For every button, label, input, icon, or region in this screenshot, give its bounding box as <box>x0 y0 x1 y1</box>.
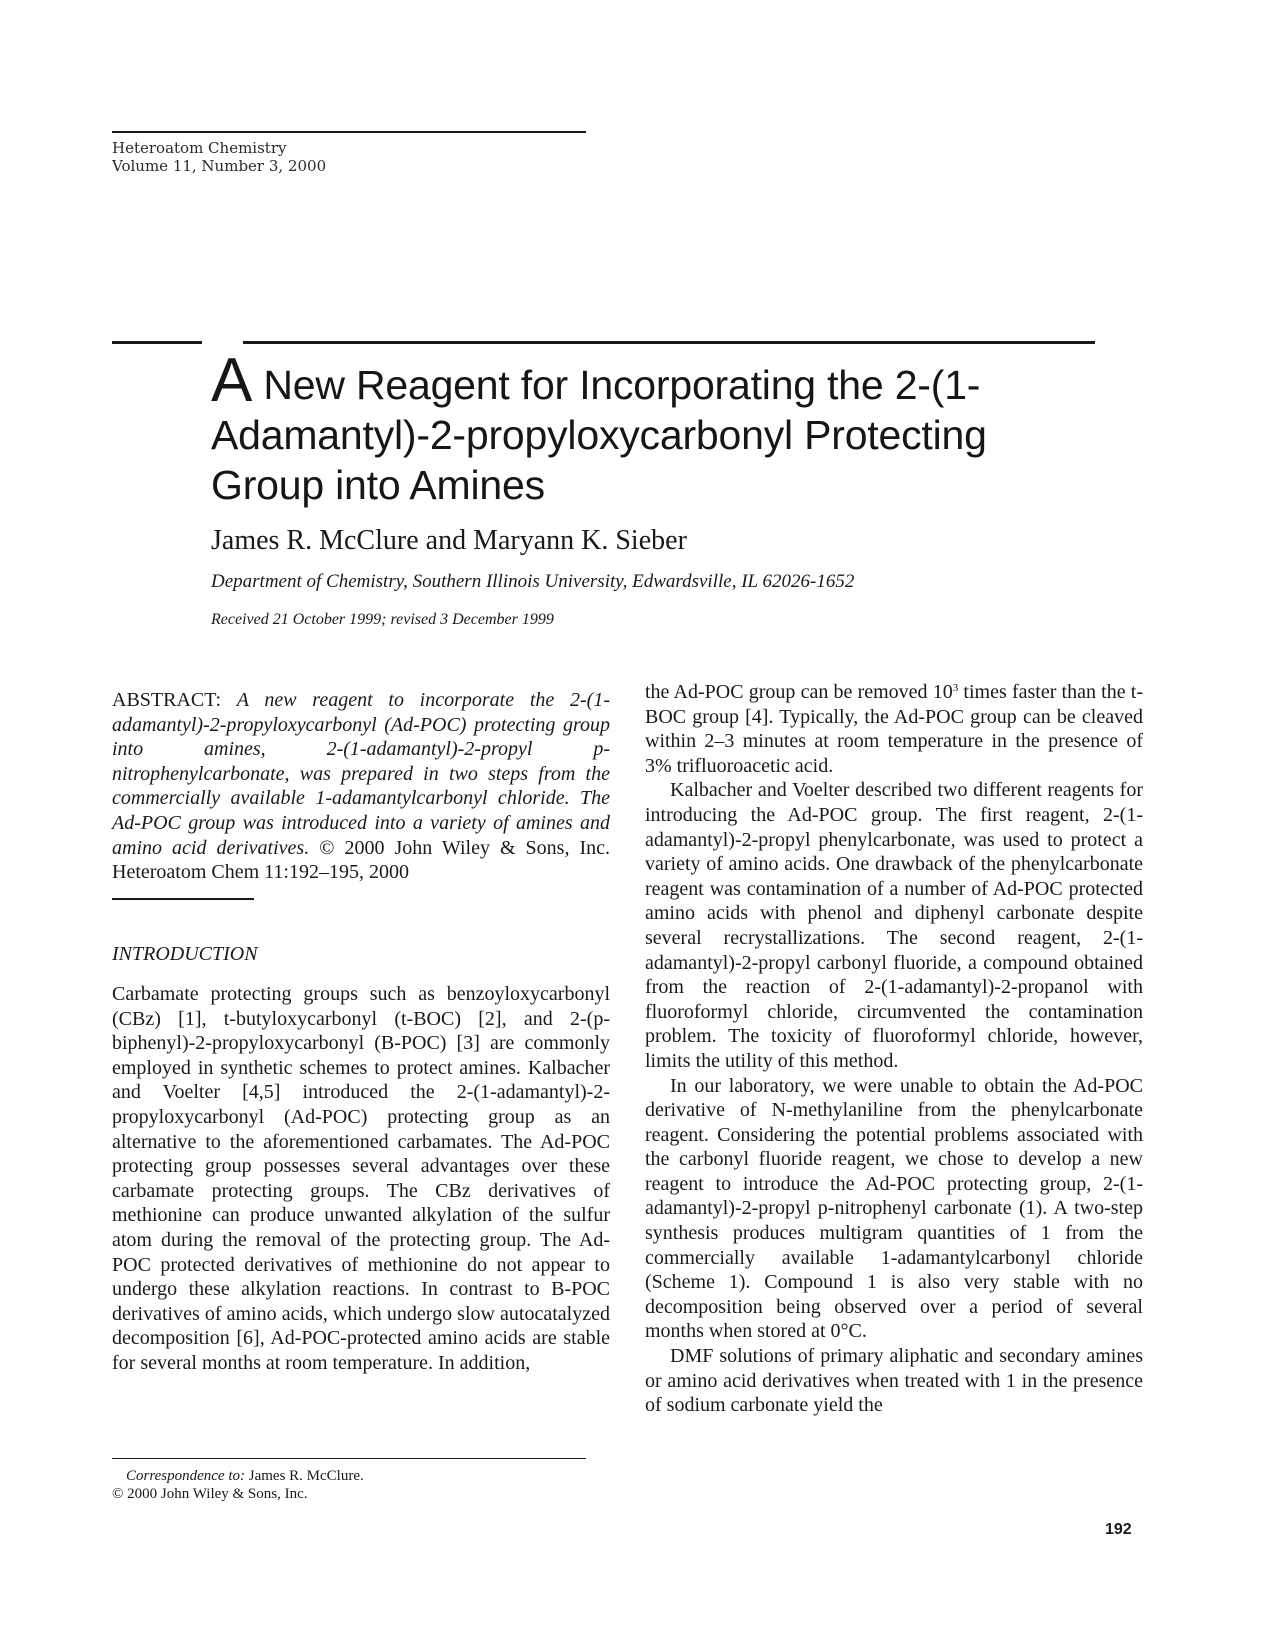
right-column <box>645 680 1143 1418</box>
title-initial: A <box>211 346 253 415</box>
title-text: New Reagent for Incorporating the 2-(1-Adamantyl)-2-propyloxycarbonyl Protecting Group into Amines <box>211 362 987 508</box>
abstract-rule <box>112 898 254 900</box>
p1-part-a: the Ad-POC group can be removed 10 <box>645 681 953 703</box>
title-rule-left <box>112 341 202 344</box>
abstract-label: ABSTRACT: <box>112 689 237 711</box>
article-title <box>211 346 1091 510</box>
p1-part-b: times faster than the t-BOC group [4]. Typically, the Ad-POC group can be cleaved within 2–3 minutes at room temperature in the presence of 3% trifluoroacetic acid. <box>645 681 1143 777</box>
abstract-copyright: © 2000 John Wiley & Sons, Inc. Heteroatom Chem 11:192–195, 2000 <box>112 836 610 884</box>
right-paragraph-2: Kalbacher and Voelter described two different reagents for introducing the Ad-POC group. The first reagent, 2-(1-adamantyl)-2-propyl phenylcarbonate, was used to protect a variety of amino acids. One drawback of the phenylcarbonate reagent was contamination of a number of Ad-POC protected amino acids with phenol and diphenyl carbonate despite several recrystallizations. The second reagent, 2-(1-adamantyl)-2-propyl carbonyl fluoride, a compound obtained from the reaction of 2-(1-adamantyl)-2-propanol with fluoroformyl chloride, circumvented the contamination problem. The toxicity of fluoroformyl chloride, however, limits the utility of this method. <box>645 779 1143 1072</box>
affiliation: Department of Chemistry, Southern Illinois University, Edwardsville, IL 62026-1652 <box>211 571 855 592</box>
footnote-rule <box>112 1458 586 1459</box>
header-rule <box>112 131 586 133</box>
correspondence-label: Correspondence to: <box>126 1468 246 1484</box>
footnote-copyright: © 2000 John Wiley & Sons, Inc. <box>112 1486 308 1502</box>
page-number: 192 <box>1105 1521 1132 1538</box>
title-rule-right <box>243 341 1095 344</box>
journal-info <box>112 139 326 175</box>
correspondence-name: James R. McClure. <box>245 1468 364 1484</box>
journal-volume: Volume 11, Number 3, 2000 <box>112 157 327 175</box>
authors: James R. McClure and Maryann K. Sieber <box>211 525 687 556</box>
right-paragraph-4: DMF solutions of primary aliphatic and secondary amines or amino acid derivatives when treated with 1 in the presence of sodium carbonate yield the <box>645 1345 1143 1417</box>
right-paragraph-3: In our laboratory, we were unable to obtain the Ad-POC derivative of N-methylaniline from the phenylcarbonate reagent. Considering the potential problems associated with the carbonyl fluoride reagent, we chose to develop a new reagent to introduce the Ad-POC protecting group, 2-(1-adamantyl)-2-propyl p-nitrophenyl carbonate (1). A two-step synthesis produces multigram quantities of 1 from the commercially available 1-adamantylcarbonyl chloride (Scheme 1). Compound 1 is also very stable with no decomposition being observed over a period of several months when stored at 0°C. <box>645 1074 1143 1343</box>
p1-superscript: 3 <box>952 682 959 694</box>
introduction-heading: INTRODUCTION <box>112 943 258 965</box>
abstract-text: A new reagent to incorporate the 2-(1-adamantyl)-2-propyloxycarbonyl (Ad-POC) protecting group into amines, 2-(1-adamantyl)-2-propyl p-nitrophenylcarbonate, was prepared in two steps from the commercially available 1-adamantylcarbonyl chloride. The Ad-POC group was introduced into a variety of amines and amino acid derivatives. <box>112 689 610 859</box>
right-paragraph-1 <box>645 680 1143 778</box>
abstract <box>112 688 610 885</box>
received-date: Received 21 October 1999; revised 3 December 1999 <box>211 611 554 628</box>
intro-paragraph-1: Carbamate protecting groups such as benzoyloxycarbonyl (CBz) [1], t-butyloxycarbonyl (t-BOC) [2], and 2-(p-biphenyl)-2-propyloxycarbonyl (B-POC) [3] are commonly employed in synthetic schemes to protect amines. Kalbacher and Voelter [4,5] introduced the 2-(1-adamantyl)-2-propyloxycarbonyl (Ad-POC) protecting group as an alternative to the aforementioned carbamates. The Ad-POC protecting group possesses several advantages over these carbamate protecting groups. The CBz derivatives of methionine can produce unwanted alkylation of the sulfur atom during the removal of the protecting group. The Ad-POC protected derivatives of methionine do not appear to undergo these alkylation reactions. In contrast to B-POC derivatives of amino acids, which undergo slow autocatalyzed decomposition [6], Ad-POC-protected amino acids are stable for several months at room temperature. In addition, <box>112 983 610 1374</box>
left-column <box>112 982 610 1376</box>
correspondence <box>112 1467 512 1485</box>
journal-name: Heteroatom Chemistry <box>112 139 287 157</box>
footnote <box>112 1467 512 1503</box>
